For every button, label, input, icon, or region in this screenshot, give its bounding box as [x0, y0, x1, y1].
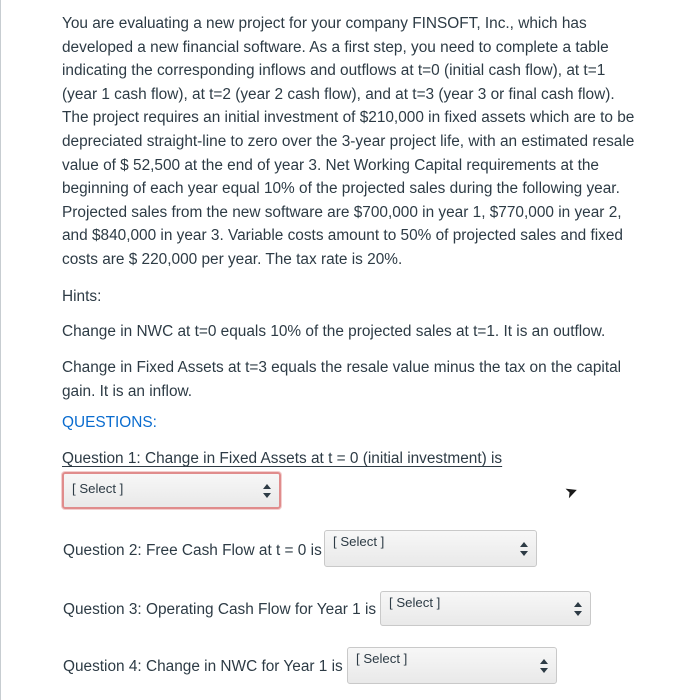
mouse-pointer-icon — [563, 484, 579, 500]
questions-heading: QUESTIONS: — [62, 414, 157, 431]
question-3-select[interactable] — [380, 591, 591, 626]
up-down-caret-icon — [540, 659, 548, 673]
hints-heading: Hints: — [62, 288, 102, 305]
question-2-text: Question 2: Free Cash Flow at t = 0 is — [63, 542, 322, 559]
question-2-select-label: [ Select ] — [333, 534, 385, 549]
question-1-text: Question 1: Change in Fixed Assets at t = 0 (initial investment) is — [62, 450, 503, 467]
question-1-select[interactable] — [62, 472, 281, 509]
problem-statement: You are evaluating a new project for your company FINSOFT, Inc., which has developed a new financial software. As a first step, you need to complete a table indicating the corresponding inflows and outflows at t=0 (initial cash flow), at t=1 (year 1 cash flow), at t=2 (year 2 cash flow), and at t=3 (year 3 or final cash flow). The project requires an initial investment of $210,000 in fixed assets which are to be depreciated straight-line to zero over the 3-year project life, with an estimated resale value of $ 52,500 at the end of year 3. Net Working Capital requirements at the beginning of each year equal 10% of the projected sales during the following year. Projected sales from the new software are $700,000 in year 1, $770,000 in year 2, and $840,000 in year 3. Variable costs amount to 50% of projected sales and fixed costs are $ 220,000 per year. The tax rate is 20%. — [62, 15, 635, 268]
question-2-select[interactable] — [324, 530, 537, 567]
question-4-select[interactable] — [347, 647, 557, 684]
question-3-text: Question 3: Operating Cash Flow for Year 1 is — [63, 601, 377, 618]
question-1-select-label: [ Select ] — [72, 481, 124, 496]
up-down-caret-icon — [263, 484, 271, 498]
question-4-text: Question 4: Change in NWC for Year 1 is — [63, 658, 343, 675]
hint-nwc: Change in NWC at t=0 equals 10% of the projected sales at t=1. It is an outflow. — [62, 323, 606, 340]
up-down-caret-icon — [574, 602, 582, 616]
hint-fixed-assets: Change in Fixed Assets at t=3 equals the resale value minus the tax on the capital gain. It is an inflow. — [62, 359, 622, 400]
up-down-caret-icon — [520, 542, 528, 556]
question-3-select-label: [ Select ] — [389, 595, 441, 610]
question-4-select-label: [ Select ] — [356, 651, 408, 666]
